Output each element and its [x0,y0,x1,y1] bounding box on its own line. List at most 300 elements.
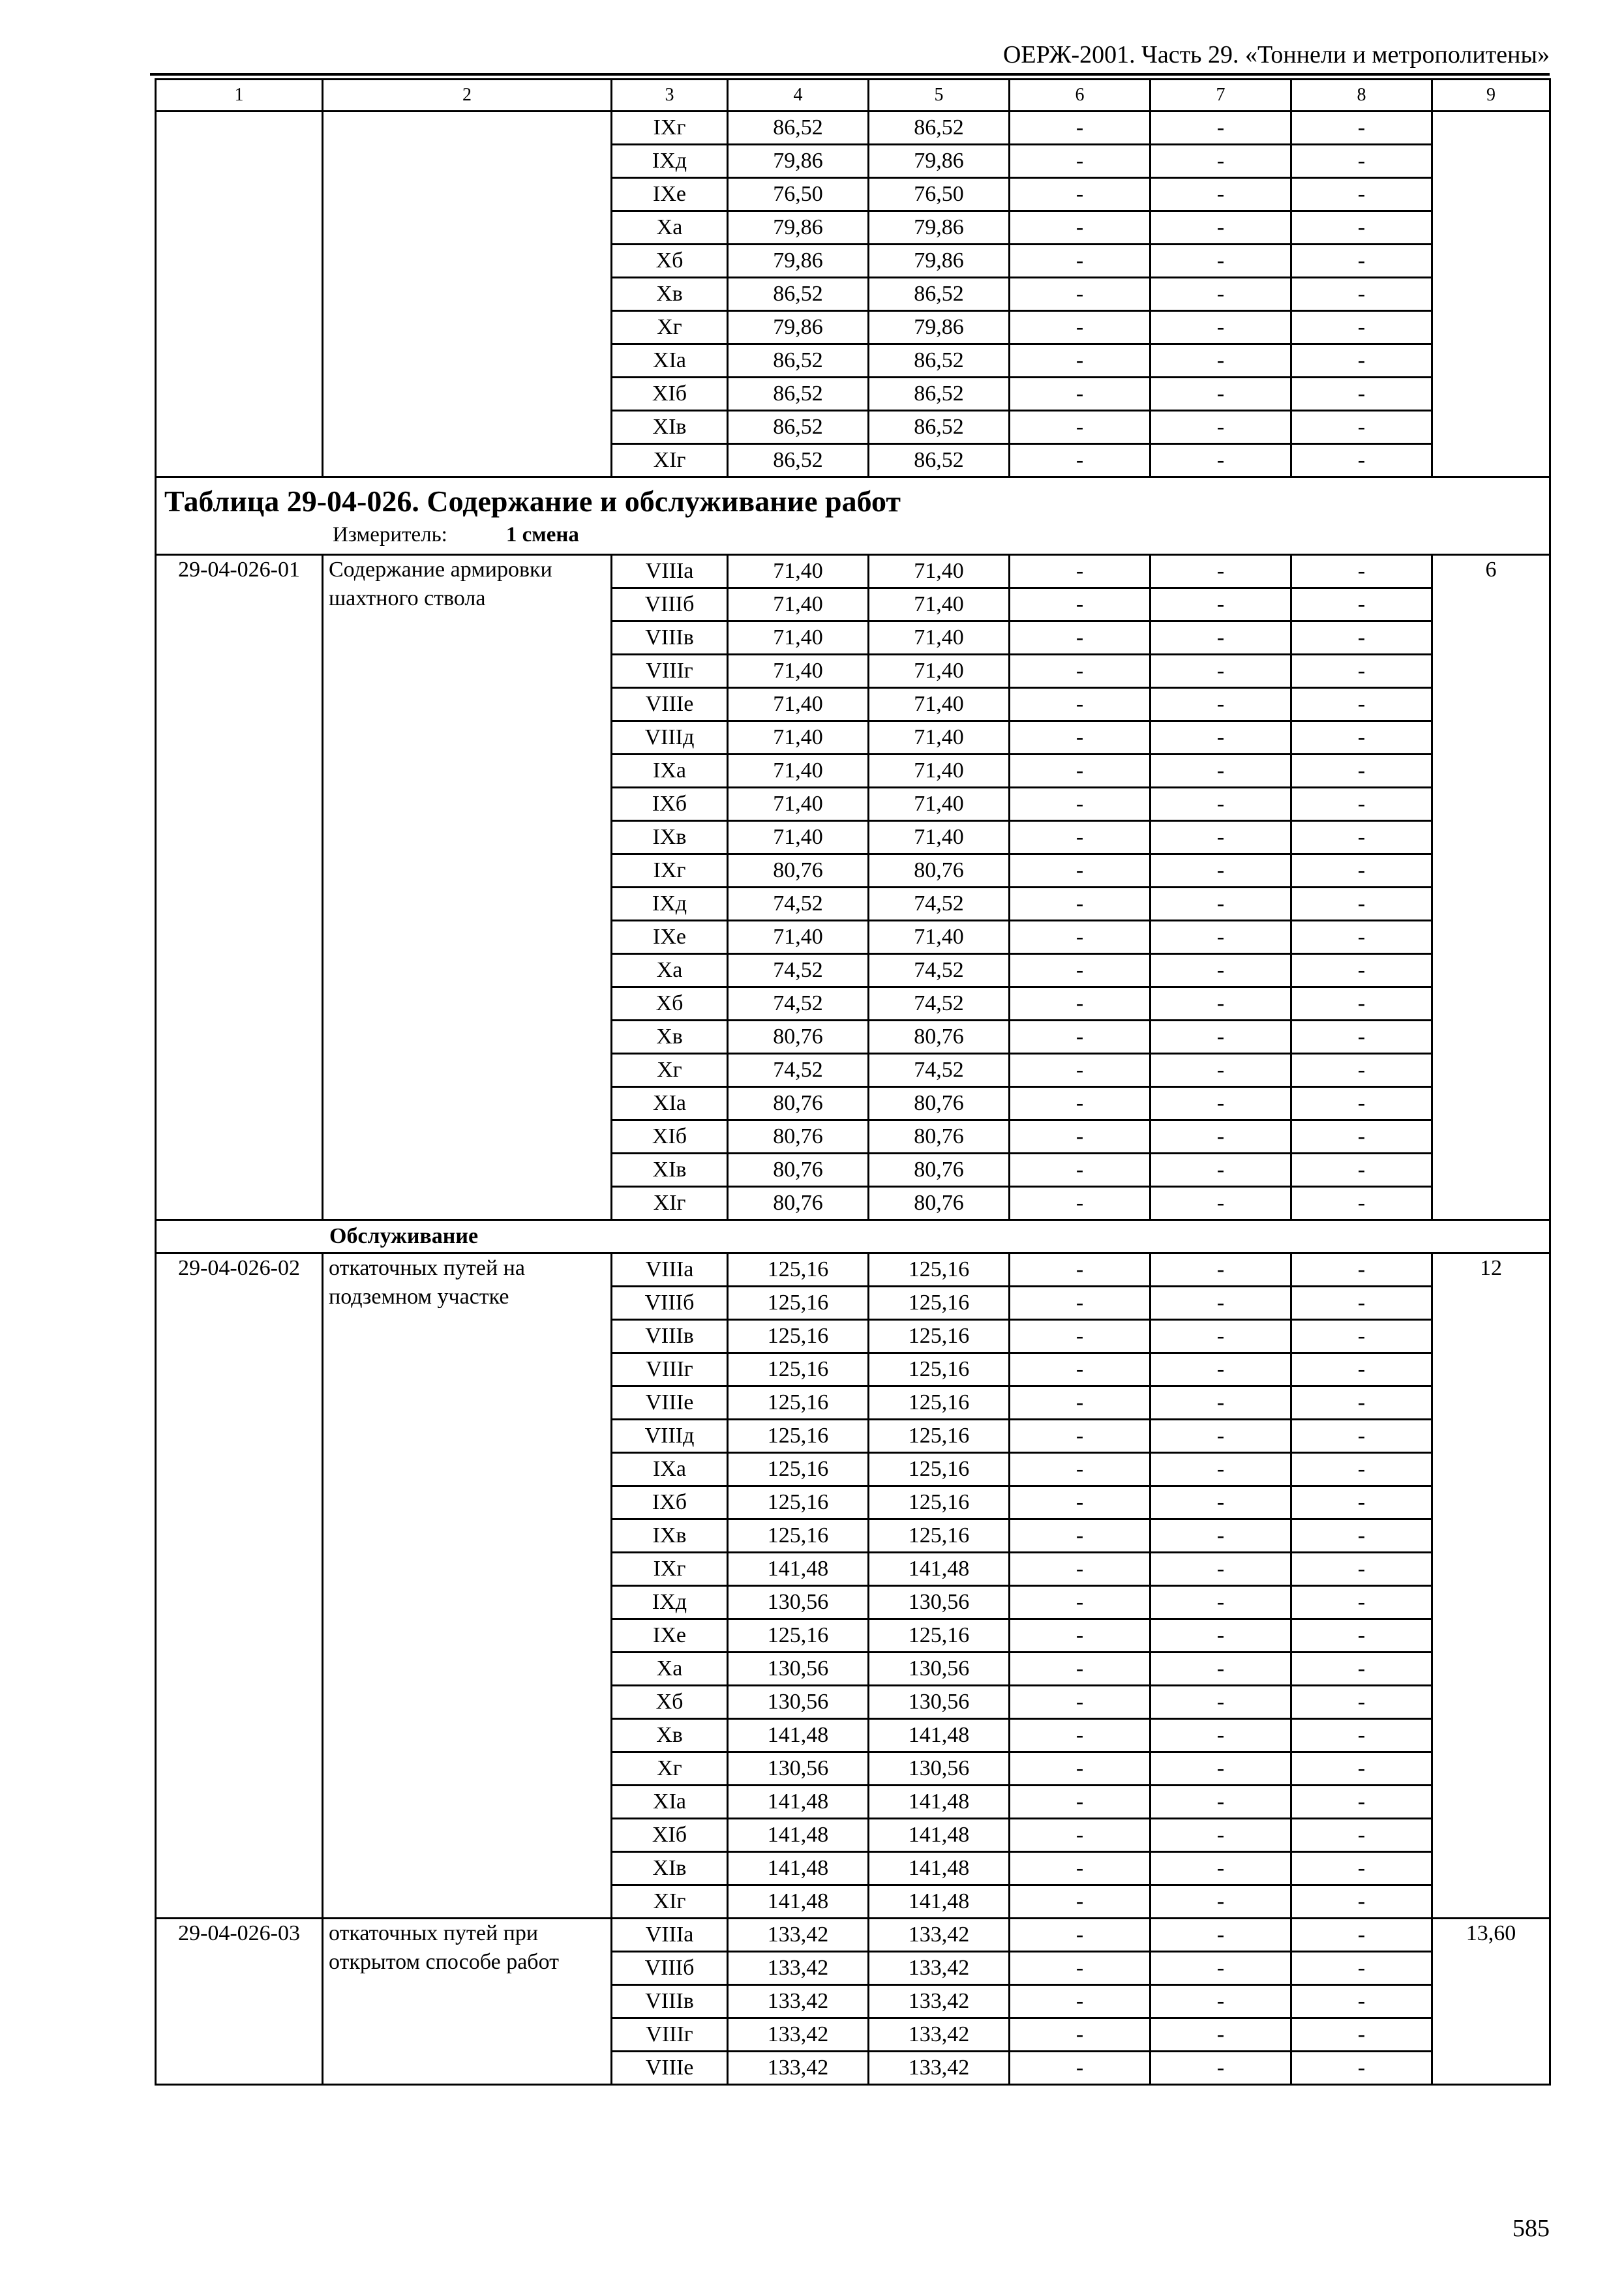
value-col6: - [1010,145,1150,178]
measure-label: Измеритель: [333,523,447,546]
value-col7: - [1150,344,1291,378]
col-number: 7 [1150,80,1291,112]
value-col6: - [1010,1553,1150,1586]
value-col8: - [1291,444,1432,477]
norms-table [155,78,1551,2086]
value-col5: 80,76 [869,854,1010,888]
code-suffix: Xг [612,1752,728,1786]
col9-value: 6 [1432,555,1550,1220]
value-col5: 71,40 [869,555,1010,588]
item-name: Содержание армировки шахтного ствола [323,555,612,1220]
col9-value: 13,60 [1432,1919,1550,2085]
value-col7: - [1150,378,1291,411]
value-col8: - [1291,1353,1432,1386]
value-col6: - [1010,1253,1150,1287]
value-col7: - [1150,1353,1291,1386]
value-col7: - [1150,1386,1291,1420]
value-col8: - [1291,1187,1432,1220]
value-col7: - [1150,211,1291,245]
value-col4: 141,48 [728,1719,869,1752]
code-suffix: Xа [612,211,728,245]
value-col4: 80,76 [728,1087,869,1120]
value-col6: - [1010,1353,1150,1386]
value-col8: - [1291,1453,1432,1486]
value-col8: - [1291,1786,1432,1819]
value-col5: 130,56 [869,1686,1010,1719]
value-col4: 125,16 [728,1453,869,1486]
value-col6: - [1010,1120,1150,1154]
value-col5: 71,40 [869,588,1010,621]
value-col8: - [1291,1952,1432,1985]
value-col7: - [1150,1120,1291,1154]
value-col6: - [1010,1719,1150,1752]
table-title-cell [156,477,1550,555]
value-col6: - [1010,1320,1150,1353]
value-col8: - [1291,954,1432,987]
value-col6: - [1010,2018,1150,2052]
value-col7: - [1150,1653,1291,1686]
code-suffix: VIIIб [612,1287,728,1320]
value-col8: - [1291,311,1432,344]
value-col4: 71,40 [728,788,869,821]
code-suffix: IXв [612,1519,728,1553]
table-row [156,1919,1550,1952]
col-number: 6 [1010,80,1150,112]
value-col7: - [1150,1686,1291,1719]
code-suffix: IXд [612,145,728,178]
code-suffix: XIа [612,344,728,378]
value-col4: 71,40 [728,921,869,954]
value-col4: 130,56 [728,1686,869,1719]
value-col6: - [1010,954,1150,987]
value-col8: - [1291,1021,1432,1054]
table-row [156,1253,1550,1287]
value-col8: - [1291,1486,1432,1519]
value-col5: 86,52 [869,344,1010,378]
name-cell [323,112,612,477]
value-col4: 74,52 [728,987,869,1021]
code-suffix: IXг [612,112,728,145]
value-col5: 86,52 [869,444,1010,477]
value-col7: - [1150,788,1291,821]
value-col4: 125,16 [728,1420,869,1453]
code-suffix: VIIIб [612,588,728,621]
value-col4: 80,76 [728,1154,869,1187]
value-col6: - [1010,278,1150,311]
value-col5: 86,52 [869,112,1010,145]
code-suffix: Xг [612,1054,728,1087]
value-col8: - [1291,1819,1432,1852]
value-col7: - [1150,621,1291,655]
value-col8: - [1291,411,1432,444]
value-col5: 71,40 [869,788,1010,821]
code-suffix: IXа [612,755,728,788]
code-suffix: IXв [612,821,728,854]
col-number: 2 [323,80,612,112]
value-col8: - [1291,1919,1432,1952]
code-suffix: XIб [612,1819,728,1852]
value-col8: - [1291,112,1432,145]
value-col7: - [1150,921,1291,954]
value-col6: - [1010,1586,1150,1619]
col-number: 4 [728,80,869,112]
value-col7: - [1150,1786,1291,1819]
value-col7: - [1150,2018,1291,2052]
value-col6: - [1010,1786,1150,1819]
value-col7: - [1150,1021,1291,1054]
value-col7: - [1150,1420,1291,1453]
value-col8: - [1291,2052,1432,2085]
value-col6: - [1010,411,1150,444]
value-col8: - [1291,1054,1432,1087]
value-col7: - [1150,1852,1291,1885]
value-col6: - [1010,688,1150,721]
value-col5: 71,40 [869,655,1010,688]
code-suffix: IXд [612,1586,728,1619]
value-col4: 125,16 [728,1320,869,1353]
value-col8: - [1291,1985,1432,2018]
code-suffix: IXе [612,1619,728,1653]
value-col5: 80,76 [869,1087,1010,1120]
value-col5: 71,40 [869,688,1010,721]
value-col5: 125,16 [869,1287,1010,1320]
value-col4: 71,40 [728,821,869,854]
value-col5: 133,42 [869,1919,1010,1952]
value-col7: - [1150,112,1291,145]
value-col7: - [1150,588,1291,621]
value-col6: - [1010,1187,1150,1220]
value-col7: - [1150,854,1291,888]
running-header: ОЕРЖ-2001. Часть 29. «Тоннели и метрополитены» [1002,41,1550,68]
value-col7: - [1150,2052,1291,2085]
code-suffix: VIIIг [612,655,728,688]
code-suffix: XIг [612,1885,728,1919]
value-col4: 86,52 [728,444,869,477]
value-col5: 133,42 [869,1985,1010,2018]
value-col4: 125,16 [728,1486,869,1519]
value-col7: - [1150,987,1291,1021]
item-name: откаточных путей на подземном участке [323,1253,612,1919]
code-suffix: Xг [612,311,728,344]
code-suffix: Xа [612,1653,728,1686]
value-col8: - [1291,1320,1432,1353]
value-col5: 125,16 [869,1453,1010,1486]
value-col8: - [1291,1553,1432,1586]
value-col4: 71,40 [728,588,869,621]
code-suffix: XIв [612,411,728,444]
value-col4: 79,86 [728,245,869,278]
code-suffix: VIIIв [612,1320,728,1353]
value-col4: 76,50 [728,178,869,211]
value-col6: - [1010,112,1150,145]
value-col7: - [1150,178,1291,211]
value-col7: - [1150,1952,1291,1985]
value-col4: 79,86 [728,145,869,178]
value-col6: - [1010,921,1150,954]
value-col6: - [1010,1653,1150,1686]
value-col5: 80,76 [869,1120,1010,1154]
value-col4: 74,52 [728,954,869,987]
value-col8: - [1291,211,1432,245]
value-col8: - [1291,1586,1432,1619]
code-suffix: XIа [612,1786,728,1819]
value-col4: 74,52 [728,888,869,921]
code-suffix: Xб [612,1686,728,1719]
value-col6: - [1010,1486,1150,1519]
value-col5: 141,48 [869,1786,1010,1819]
value-col7: - [1150,721,1291,755]
value-col5: 130,56 [869,1586,1010,1619]
code-suffix: VIIIг [612,2018,728,2052]
value-col6: - [1010,788,1150,821]
code-suffix: Xб [612,245,728,278]
value-col5: 74,52 [869,1054,1010,1087]
value-col6: - [1010,1420,1150,1453]
value-col4: 133,42 [728,1952,869,1985]
table-row [156,112,1550,145]
value-col6: - [1010,1985,1150,2018]
value-col7: - [1150,1087,1291,1120]
code-suffix: VIIIд [612,721,728,755]
value-col5: 133,42 [869,2018,1010,2052]
value-col5: 71,40 [869,755,1010,788]
code-suffix: IXд [612,888,728,921]
value-col6: - [1010,1087,1150,1120]
value-col5: 79,86 [869,211,1010,245]
value-col8: - [1291,145,1432,178]
code-suffix: VIIIа [612,1919,728,1952]
value-col5: 125,16 [869,1486,1010,1519]
value-col6: - [1010,1752,1150,1786]
value-col4: 125,16 [728,1619,869,1653]
code-suffix: VIIIа [612,1253,728,1287]
value-col8: - [1291,178,1432,211]
value-col8: - [1291,821,1432,854]
code-suffix: VIIIд [612,1420,728,1453]
value-col8: - [1291,1519,1432,1553]
value-col6: - [1010,344,1150,378]
code-suffix: IXа [612,1453,728,1486]
value-col6: - [1010,1952,1150,1985]
table-row [156,555,1550,588]
value-col7: - [1150,1519,1291,1553]
value-col6: - [1010,588,1150,621]
value-col7: - [1150,1619,1291,1653]
value-col8: - [1291,755,1432,788]
code-suffix: XIб [612,1120,728,1154]
value-col6: - [1010,655,1150,688]
value-col8: - [1291,888,1432,921]
value-col7: - [1150,1187,1291,1220]
code-suffix: Xв [612,278,728,311]
code-suffix: VIIIг [612,1353,728,1386]
value-col8: - [1291,1154,1432,1187]
value-col5: 86,52 [869,278,1010,311]
value-col5: 141,48 [869,1819,1010,1852]
value-col8: - [1291,1885,1432,1919]
value-col5: 74,52 [869,888,1010,921]
value-col5: 71,40 [869,821,1010,854]
value-col5: 141,48 [869,1719,1010,1752]
value-col8: - [1291,1120,1432,1154]
value-col7: - [1150,755,1291,788]
value-col7: - [1150,1287,1291,1320]
col-number: 5 [869,80,1010,112]
value-col7: - [1150,1054,1291,1087]
value-col4: 130,56 [728,1586,869,1619]
value-col7: - [1150,1819,1291,1852]
value-col8: - [1291,344,1432,378]
code-suffix: XIг [612,1187,728,1220]
value-col4: 80,76 [728,1187,869,1220]
value-col5: 125,16 [869,1353,1010,1386]
value-col8: - [1291,278,1432,311]
value-col4: 141,48 [728,1819,869,1852]
code-suffix: VIIIе [612,1386,728,1420]
value-col5: 86,52 [869,411,1010,444]
code-suffix: VIIIе [612,688,728,721]
value-col4: 141,48 [728,1553,869,1586]
value-col6: - [1010,2052,1150,2085]
value-col4: 71,40 [728,655,869,688]
subheading-row [156,1220,1550,1253]
value-col8: - [1291,588,1432,621]
value-col7: - [1150,1154,1291,1187]
value-col6: - [1010,1819,1150,1852]
value-col5: 80,76 [869,1021,1010,1054]
value-col7: - [1150,1919,1291,1952]
code-suffix: XIг [612,444,728,477]
value-col5: 76,50 [869,178,1010,211]
value-col5: 71,40 [869,721,1010,755]
value-col4: 86,52 [728,378,869,411]
value-col5: 125,16 [869,1519,1010,1553]
value-col7: - [1150,278,1291,311]
value-col6: - [1010,1386,1150,1420]
value-col7: - [1150,1985,1291,2018]
value-col6: - [1010,888,1150,921]
value-col4: 125,16 [728,1287,869,1320]
value-col8: - [1291,1852,1432,1885]
col9-value: 12 [1432,1253,1550,1919]
value-col6: - [1010,211,1150,245]
value-col6: - [1010,311,1150,344]
code-suffix: Xв [612,1719,728,1752]
table-title: Таблица 29-04-026. Содержание и обслуживание работ [164,485,901,518]
value-col5: 79,86 [869,145,1010,178]
value-col4: 125,16 [728,1253,869,1287]
value-col8: - [1291,1386,1432,1420]
value-col4: 130,56 [728,1653,869,1686]
value-col6: - [1010,245,1150,278]
value-col7: - [1150,1752,1291,1786]
value-col4: 141,48 [728,1885,869,1919]
value-col4: 86,52 [728,112,869,145]
value-col5: 141,48 [869,1553,1010,1586]
value-col8: - [1291,1752,1432,1786]
column-numbers-row [156,80,1550,112]
col9-cell [1432,112,1550,477]
col-number: 9 [1432,80,1550,112]
value-col8: - [1291,1719,1432,1752]
value-col5: 86,52 [869,378,1010,411]
value-col6: - [1010,821,1150,854]
value-col4: 71,40 [728,755,869,788]
value-col7: - [1150,954,1291,987]
value-col6: - [1010,555,1150,588]
value-col8: - [1291,1087,1432,1120]
value-col4: 74,52 [728,1054,869,1087]
value-col4: 141,48 [728,1852,869,1885]
value-col4: 71,40 [728,688,869,721]
value-col8: - [1291,1619,1432,1653]
value-col5: 74,52 [869,987,1010,1021]
value-col7: - [1150,1885,1291,1919]
value-col6: - [1010,1885,1150,1919]
value-col6: - [1010,721,1150,755]
value-col7: - [1150,444,1291,477]
value-col5: 125,16 [869,1420,1010,1453]
value-col6: - [1010,444,1150,477]
code-suffix: IXг [612,854,728,888]
value-col7: - [1150,1320,1291,1353]
code-suffix: VIIIв [612,621,728,655]
value-col5: 80,76 [869,1154,1010,1187]
value-col7: - [1150,1719,1291,1752]
item-code: 29-04-026-01 [156,555,323,1220]
value-col4: 130,56 [728,1752,869,1786]
value-col5: 79,86 [869,311,1010,344]
code-suffix: VIIIб [612,1952,728,1985]
value-col6: - [1010,1154,1150,1187]
value-col7: - [1150,655,1291,688]
value-col8: - [1291,688,1432,721]
value-col5: 79,86 [869,245,1010,278]
value-col5: 125,16 [869,1386,1010,1420]
value-col6: - [1010,1287,1150,1320]
value-col5: 141,48 [869,1885,1010,1919]
value-col7: - [1150,688,1291,721]
code-suffix: XIб [612,378,728,411]
code-suffix: IXг [612,1553,728,1586]
value-col7: - [1150,311,1291,344]
code-suffix: Xв [612,1021,728,1054]
code-suffix: XIа [612,1087,728,1120]
header-rule [150,73,1550,76]
code-suffix: XIв [612,1852,728,1885]
code-suffix: Xб [612,987,728,1021]
code-suffix: IXе [612,178,728,211]
value-col5: 141,48 [869,1852,1010,1885]
code-suffix: XIв [612,1154,728,1187]
value-col7: - [1150,245,1291,278]
value-col4: 133,42 [728,1985,869,2018]
value-col6: - [1010,755,1150,788]
value-col4: 79,86 [728,211,869,245]
value-col6: - [1010,1619,1150,1653]
value-col7: - [1150,821,1291,854]
value-col8: - [1291,245,1432,278]
value-col8: - [1291,555,1432,588]
code-suffix: IXе [612,921,728,954]
code-suffix: VIIIе [612,2052,728,2085]
value-col8: - [1291,1253,1432,1287]
value-col8: - [1291,1287,1432,1320]
value-col6: - [1010,378,1150,411]
measure-value: 1 смена [505,523,579,546]
value-col8: - [1291,621,1432,655]
table-body [156,80,1550,2085]
